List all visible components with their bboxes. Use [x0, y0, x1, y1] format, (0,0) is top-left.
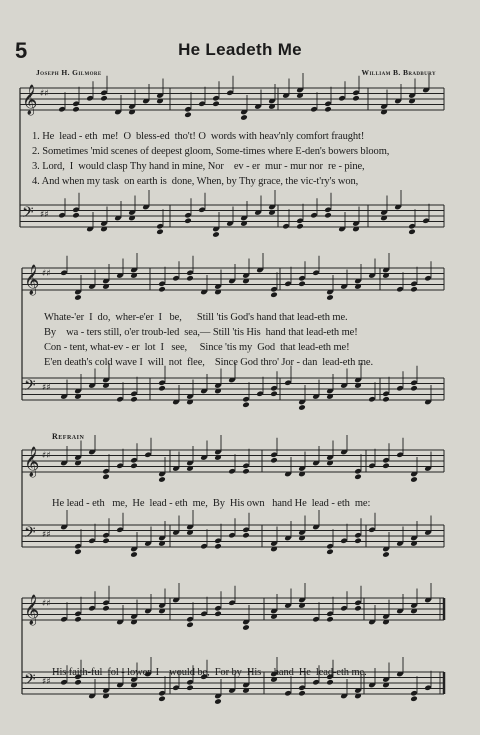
sharp-icon: ♯♯	[42, 451, 51, 461]
note-head	[158, 695, 166, 702]
note-head	[130, 551, 138, 558]
note-head	[382, 462, 390, 469]
sharp-icon: ♯♯	[42, 269, 51, 279]
note-head	[326, 616, 334, 623]
note-head	[354, 537, 362, 544]
note-head	[186, 621, 194, 628]
author-credit: Joseph H. Gilmore	[36, 68, 102, 77]
note-head	[212, 231, 220, 238]
note-head	[214, 698, 222, 705]
verse-3-line-1: 3. Lord, I would clasp Thy hand in mine, Nor ev - er mur - mur nor re - pine,	[32, 161, 365, 172]
sharp-icon: ♯♯	[42, 383, 51, 393]
note-head	[100, 95, 108, 102]
verse-2-line-2: By wa - ters still, o'er troub-led sea,— Still 'tis His hand that lead-eth me!	[44, 327, 358, 338]
refrain-line-2: His faith-ful fol - lower I would be, For by His hand He lead-eth me.	[52, 667, 367, 678]
note-head	[410, 385, 418, 392]
note-head	[242, 468, 250, 475]
note-head	[158, 286, 166, 293]
note-head	[242, 532, 250, 539]
composer-credit: William B. Bradbury	[361, 68, 436, 77]
note-head	[214, 610, 222, 617]
note-head	[72, 106, 80, 113]
note-head	[184, 217, 192, 224]
verse-1-line-2: Whate-'er I do, wher-e'er I be, Still 'tis God's hand that lead-eth me.	[44, 312, 348, 323]
note-head	[298, 404, 306, 411]
verse-4-line-1: 4. And when my task on earth is done, When, by Thy grace, the vic-t'ry's won,	[32, 176, 359, 187]
note-head	[410, 695, 418, 702]
verse-4-line-2: E'en death's cold wave I will not flee, Since God thro' Jor - dan lead-eth me.	[44, 357, 373, 368]
note-head	[74, 679, 82, 686]
note-head	[214, 543, 222, 550]
note-head	[102, 473, 110, 480]
note-head	[354, 605, 362, 612]
verse-2-line-1: 2. Sometimes 'mid scenes of deepest gloom, Some-times where E-den's bowers bloom,	[32, 146, 390, 157]
note-head	[382, 551, 390, 558]
note-head	[410, 286, 418, 293]
note-head	[298, 690, 306, 697]
note-head	[326, 548, 334, 555]
bass-clef-icon: 𝄢	[22, 204, 34, 225]
note-head	[74, 616, 82, 623]
treble-clef-icon: 𝄞	[24, 447, 40, 477]
sharp-icon: ♯♯	[42, 599, 51, 609]
note-head	[382, 396, 390, 403]
note-head	[324, 212, 332, 219]
note-head	[298, 280, 306, 287]
hymn-number: 5	[15, 38, 28, 63]
bass-clef-icon: 𝄢	[24, 377, 36, 398]
note-head	[156, 228, 164, 235]
note-head	[102, 605, 110, 612]
note-head	[270, 457, 278, 464]
note-head	[74, 294, 82, 301]
note-head	[296, 223, 304, 230]
note-head	[130, 396, 138, 403]
note-head	[186, 684, 194, 691]
refrain-line-1: He lead - eth me, He lead - eth me, By His own hand He lead - eth me:	[52, 498, 371, 509]
note-head	[352, 95, 360, 102]
note-head	[130, 462, 138, 469]
note-head	[270, 390, 278, 397]
note-head	[242, 624, 250, 631]
sharp-icon: ♯♯	[42, 530, 51, 540]
note-head	[326, 679, 334, 686]
note-head	[326, 294, 334, 301]
note-head	[158, 476, 166, 483]
note-head	[158, 385, 166, 392]
note-head	[184, 111, 192, 118]
note-head	[240, 114, 248, 121]
treble-clef-icon: 𝄞	[22, 85, 38, 115]
treble-clef-icon: 𝄞	[24, 595, 40, 625]
note-head	[242, 401, 250, 408]
note-head	[186, 275, 194, 282]
hymn-title: He Leadeth Me	[178, 40, 302, 59]
note-head	[324, 106, 332, 113]
note-head	[410, 476, 418, 483]
sharp-icon: ♯♯	[42, 677, 51, 687]
treble-clef-icon: 𝄞	[24, 265, 40, 295]
bass-clef-icon: 𝄢	[24, 524, 36, 545]
note-head	[212, 100, 220, 107]
note-head	[72, 212, 80, 219]
verse-3-line-2: Con - tent, what-ev - er lot I see, Since 'tis my God that lead-eth me!	[44, 342, 350, 353]
bass-clef-icon: 𝄢	[24, 671, 36, 692]
refrain-label: Refrain	[52, 432, 85, 441]
note-head	[270, 291, 278, 298]
verse-1-line-1: 1. He lead - eth me! O bless-ed tho't! O words with heav'nly comfort fraught!	[32, 131, 365, 142]
note-head	[354, 473, 362, 480]
note-head	[74, 548, 82, 555]
note-head	[408, 228, 416, 235]
sharp-icon: ♯♯	[40, 210, 49, 220]
note-head	[102, 537, 110, 544]
sharp-icon: ♯♯	[40, 89, 49, 99]
